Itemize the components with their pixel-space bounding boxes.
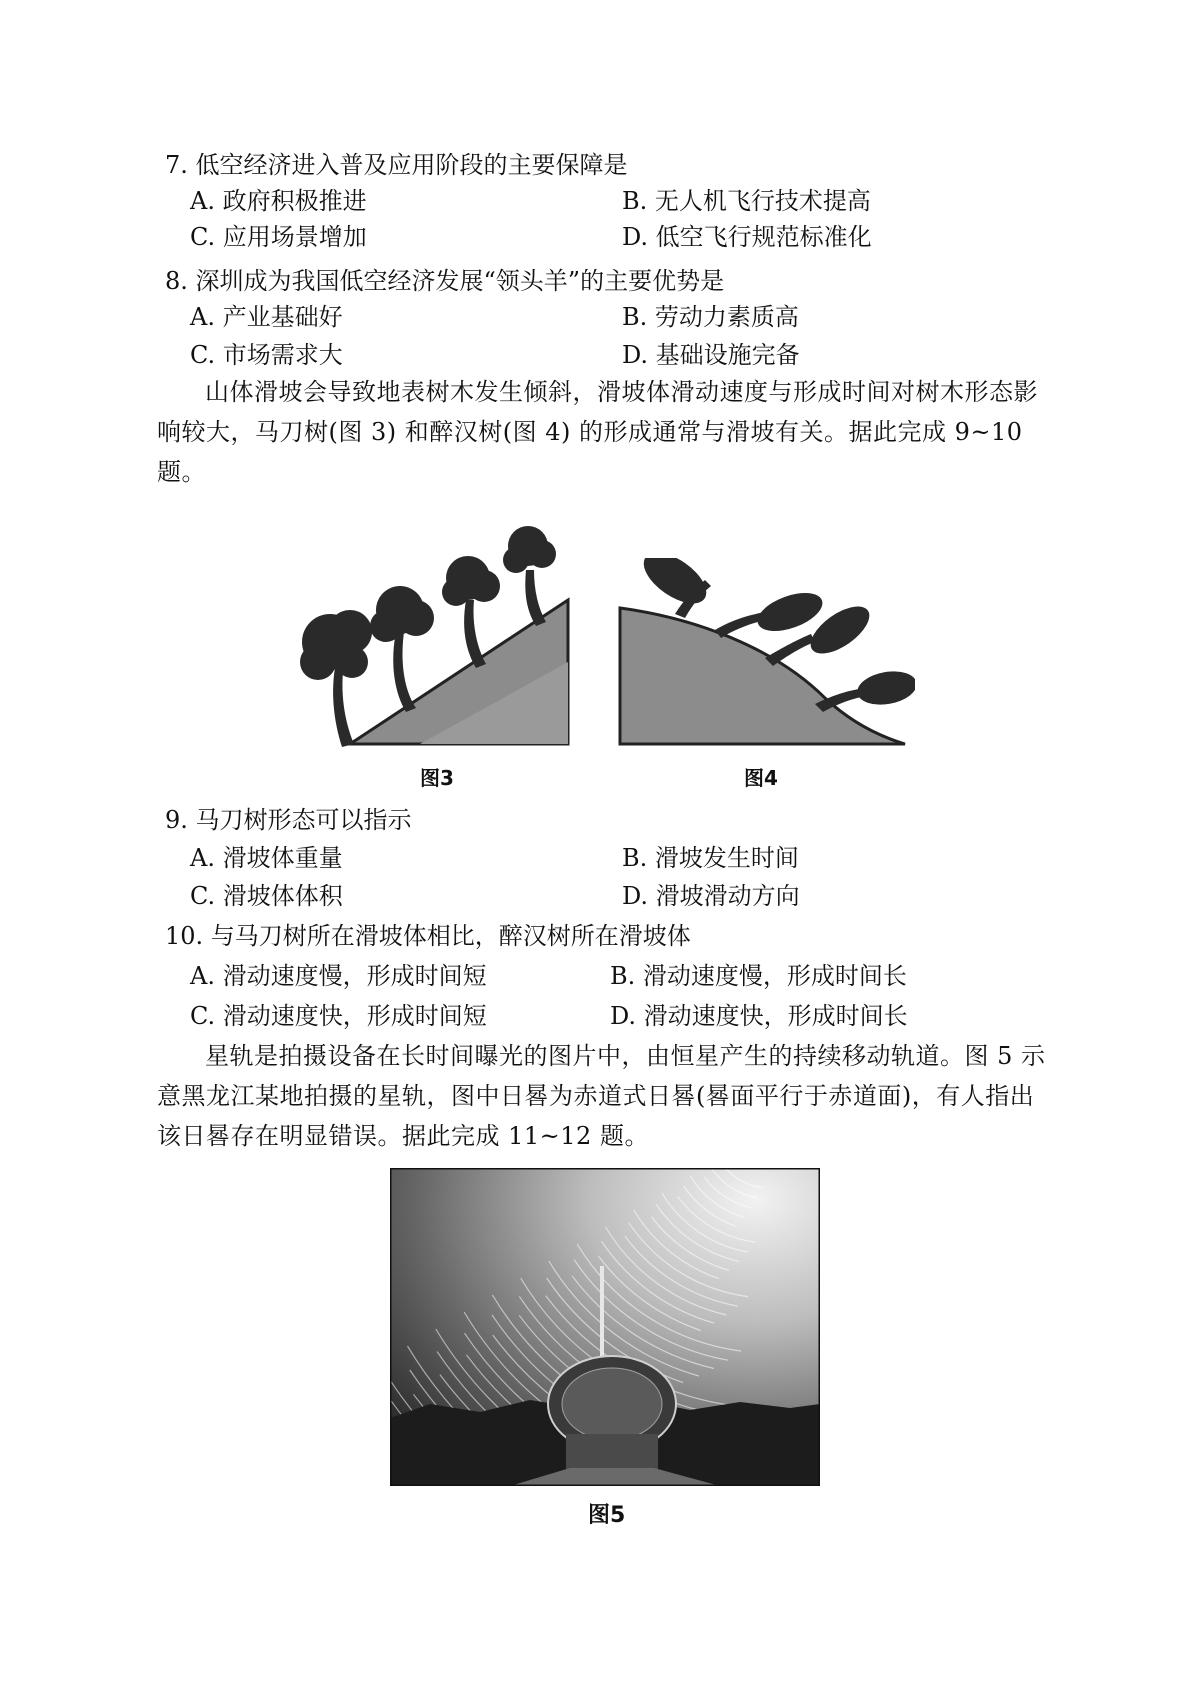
question-10-option-b: B. 滑动速度慢，形成时间长 bbox=[610, 962, 907, 990]
question-8-option-c: C. 市场需求大 bbox=[190, 341, 343, 369]
figure-3-saber-trees bbox=[290, 522, 575, 752]
figure-4-caption: 图4 bbox=[744, 766, 778, 790]
question-7-option-a: A. 政府积极推进 bbox=[190, 187, 367, 215]
question-10-option-c: C. 滑动速度快，形成时间短 bbox=[190, 1002, 487, 1030]
question-8-option-b: B. 劳动力素质高 bbox=[622, 303, 799, 331]
question-9-stem: 9. 马刀树形态可以指示 bbox=[165, 806, 412, 834]
figure-5-star-trails-photo bbox=[390, 1168, 820, 1486]
question-9-option-c: C. 滑坡体体积 bbox=[190, 882, 343, 910]
question-7-option-d: D. 低空飞行规范标准化 bbox=[622, 223, 872, 251]
question-7-option-b: B. 无人机飞行技术提高 bbox=[622, 187, 871, 215]
question-10-option-a: A. 滑动速度慢，形成时间短 bbox=[190, 962, 487, 990]
figure-4-drunken-trees bbox=[615, 558, 915, 748]
question-9-option-b: B. 滑坡发生时间 bbox=[622, 844, 799, 872]
question-7-option-c: C. 应用场景增加 bbox=[190, 223, 367, 251]
figure-3-caption: 图3 bbox=[420, 766, 454, 790]
question-10-stem: 10. 与马刀树所在滑坡体相比，醉汉树所在滑坡体 bbox=[165, 922, 691, 950]
question-8-stem: 8. 深圳成为我国低空经济发展“领头羊”的主要优势是 bbox=[165, 267, 725, 295]
intro-paragraph-9-10: 山体滑坡会导致地表树木发生倾斜，滑坡体滑动速度与形成时间对树木形态影响较大，马刀树(图 3) 和醉汉树(图 4) 的形成通常与滑坡有关。据此完成 9~10 题。 bbox=[157, 378, 1038, 486]
question-10-option-d: D. 滑动速度快，形成时间长 bbox=[610, 1002, 908, 1030]
question-9-option-d: D. 滑坡滑动方向 bbox=[622, 882, 800, 910]
figure-5-caption: 图5 bbox=[588, 1503, 626, 1528]
question-8-option-a: A. 产业基础好 bbox=[190, 303, 343, 331]
question-7-stem: 7. 低空经济进入普及应用阶段的主要保障是 bbox=[165, 151, 628, 179]
intro-paragraph-11-12: 星轨是拍摄设备在长时间曝光的图片中，由恒星产生的持续移动轨道。图 5 示意黑龙江某地拍摄的星轨，图中日晷为赤道式日晷(晷面平行于赤道面)，有人指出该日晷存在明显错误。据此完成 11~12 题。 bbox=[157, 1042, 1046, 1150]
question-8-option-d: D. 基础设施完备 bbox=[622, 341, 800, 369]
question-9-option-a: A. 滑坡体重量 bbox=[190, 844, 343, 872]
